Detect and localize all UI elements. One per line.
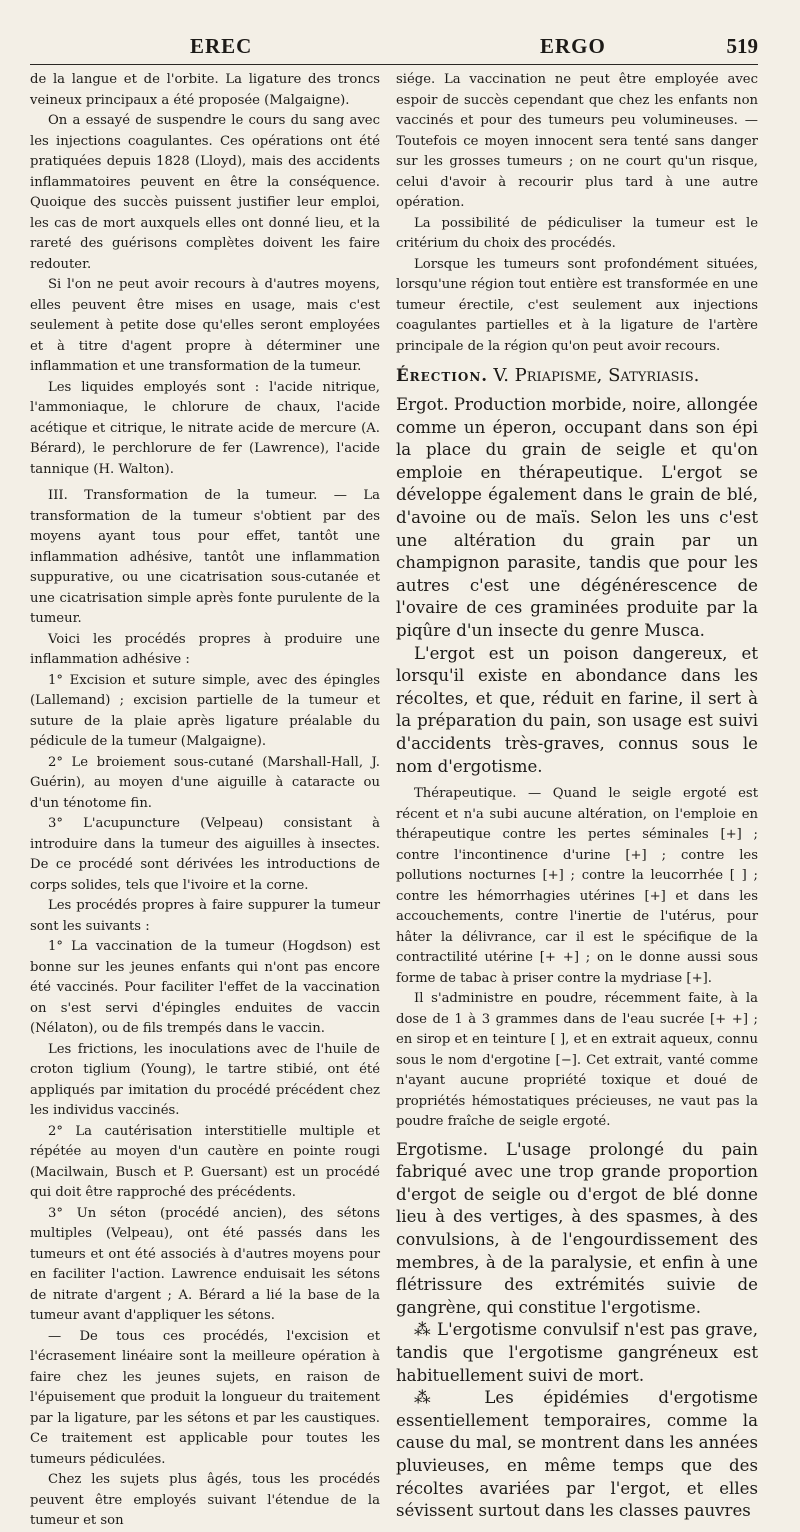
paragraph: III. Transformation de la tumeur. — La transformation de la tumeur s'obtient par des moyens ayant tous pour effet, tantôt une inflammation adhésive, tantôt une inflammation suppurative, ou une cicatrisation sous-cutanée et une cicatrisation simple après fonte purulente de la tumeur. (30, 488, 380, 626)
page-number: 519 (726, 34, 758, 58)
paragraph: La possibilité de pédiculiser la tumeur est le critérium du choix des procédés. (396, 215, 758, 251)
entry-erection (396, 363, 758, 388)
paragraph: ⁂ Les épidémies d'ergotisme essentiellement temporaires, comme la cause du mal, se montrent dans les années pluvieuses, en même temps que des récoltes avariées par l'ergot, et elles sévissent surtout dans les classes pauvres (396, 1388, 758, 1521)
right-column (396, 70, 758, 1532)
paragraph: 3° Un séton (procédé ancien), des sétons multiples (Velpeau), ont été passés dans les tumeurs et ont été associés à d'autres moyens pour en faciliter l'action. Lawrence enduisait les sétons de nitrate d'argent ; A. Bérard a lié la base de la tumeur avant d'appliquer les sétons. (30, 1205, 380, 1323)
paragraph: Voici les procédés propres à produire une inflammation adhésive : (30, 631, 380, 667)
paragraph: 1° La vaccination de la tumeur (Hogdson) est bonne sur les jeunes enfants qui n'ont pas encore été vaccinés. Pour faciliter l'effet de la vaccination on s'est servi d'épingles enduites de vaccin (Nélaton), ou de fils trempés dans le vaccin. (30, 939, 380, 1036)
therapeutique-section (396, 784, 758, 1133)
page-header (30, 34, 758, 70)
paragraph: de la langue et de l'orbite. La ligature des troncs veineux principaux a été proposée (Malgaigne). (30, 72, 380, 108)
paragraph: ⁂ L'ergotisme convulsif n'est pas grave, tandis que l'ergotisme gangréneux est habituellement suivi de mort. (396, 1320, 758, 1385)
paragraph: L'ergot est un poison dangereux, et lorsqu'il existe en abondance dans les récoltes, et que, réduit en farine, il sert à la préparation du pain, son usage est suivi d'accidents très-graves, connus sous le nom d'ergotisme. (396, 643, 758, 776)
header-rule (30, 64, 758, 65)
paragraph: Ergot. Production morbide, noire, allongée comme un éperon, occupant dans son épi la place du grain de seigle et qu'on emploie en thérapeutique. L'ergot se développe également dans le grain de blé, d'avoine ou de maïs. Selon les uns c'est une altération du grain par un champignon parasite, tandis que pour les autres c'est une dégénérescence de l'ovaire de ces graminées produite par la piqûre d'un insecte du genre Musca. (396, 395, 758, 640)
paragraph: Les liquides employés sont : l'acide nitrique, l'ammoniaque, le chlorure de chaux, l'acide acétique et citrique, le nitrate acide de mercure (A. Bérard), le perchlorure de fer (Lawrence), l'acide tannique (H. Walton). (30, 379, 380, 477)
paragraph: 2° Le broiement sous-cutané (Marshall-Hall, J. Guérin), au moyen d'une aiguille à cataracte ou d'un ténotome fin. (30, 754, 380, 811)
paragraph: 3° L'acupuncture (Velpeau) consistant à introduire dans la tumeur des aiguilles à insectes. De ce procédé sont dérivées les introductions de corps solides, tels que l'ivoire et la corne. (30, 816, 380, 893)
paragraph: Ergotisme. L'usage prolongé du pain fabriqué avec une trop grande proportion d'ergot de seigle ou d'ergot de blé donne lieu à des vertiges, à des spasmes, à des convulsions, à de l'engourdissement des membres, à de la paralysie, et enfin à une flétrissure des extrémités suivie de gangrène, qui constitue l'ergotisme. (396, 1139, 758, 1317)
paragraph: On a essayé de suspendre le cours du sang avec les injections coagulantes. Ces opérations ont été pratiquées depuis 1828 (Lloyd), mais des accidents inflammatoires peuvent en être la conséquence. Quoique des succès puissent justifier leur emploi, les cas de mort auxquels elles ont donné lieu, et la rareté des guérisons complètes doivent les faire redouter. (30, 113, 380, 272)
paragraph: Les procédés propres à faire suppurer la tumeur sont les suivants : (30, 898, 380, 934)
paragraph: Chez les sujets plus âgés, tous les procédés peuvent être employés suivant l'étendue de la tumeur et son (30, 1472, 380, 1528)
paragraph: Les frictions, les inoculations avec de l'huile de croton tiglium (Young), le tartre stibié, ont été appliqués par imitation du procédé précédent chez les individus vaccinés. (30, 1041, 380, 1118)
paragraph: siége. La vaccination ne peut être employée avec espoir de succès cependant que chez les enfants non vaccinés et pour des tumeurs peu volumineuses. — Toutefois ce moyen innocent sera tenté sans danger sur les grosses tumeurs ; on ne court qu'un risque, celui d'avoir à recourir plus tard à une autre opération. (396, 72, 758, 210)
paragraph: — De tous ces procédés, l'excision et l'écrasement linéaire sont la meilleure opération à faire chez les jeunes sujets, en raison de l'épuisement que produit la longueur du traitement par la ligature, par les sétons et par les caustiques. Ce traitement est applicable pour toutes les tumeurs pédiculées. (30, 1328, 380, 1467)
right-intro (396, 70, 758, 357)
entry-ergot (396, 394, 758, 778)
two-column-body (30, 70, 758, 1532)
header-right-word: ERGO (540, 34, 606, 58)
cross-reference: V. Priapisme, Satyriasis. (493, 365, 700, 386)
paragraph: Il s'administre en poudre, récemment faite, à la dose de 1 à 3 grammes dans de l'eau sucrée [+ +] ; en sirop et en teinture [ ], et en extrait aqueux, connu sous le nom d'ergotine [−]. Cet extrait, vanté comme n'ayant aucune propriété toxique et doué de propriétés hémostatiques précieuses, ne vaut pas la poudre fraîche de seigle ergoté. (396, 991, 758, 1130)
left-column (30, 70, 380, 1532)
paragraph: Lorsque les tumeurs sont profondément situées, lorsqu'une région tout entière est transformée en une tumeur érectile, c'est seulement aux injections coagulantes partielles et à la ligature de l'artère principale de la région qu'on peut avoir recours. (396, 256, 758, 354)
entry-ergotisme (396, 1139, 758, 1523)
paragraph: Si l'on ne peut avoir recours à d'autres moyens, elles peuvent être mises en usage, mais c'est seulement à petite dose qu'elles seront employées et à titre d'agent propre à déterminer une inflammation et une transformation de la tumeur. (30, 277, 380, 374)
paragraph: 2° La cautérisation interstitielle multiple et répétée au moyen d'un cautère en pointe rougi (Macilwain, Busch et P. Guersant) est un procédé qui doit être rapproché des précédents. (30, 1123, 380, 1200)
header-left-word: EREC (190, 34, 253, 58)
paragraph: 1° Excision et suture simple, avec des épingles (Lallemand) ; excision partielle de la tumeur et suture de la plaie après ligature préalable du pédicule de la tumeur (Malgaigne). (30, 672, 380, 749)
paragraph: Thérapeutique. — Quand le seigle ergoté est récent et n'a subi aucune altération, on l'emploie en thérapeutique contre les pertes séminales [+] ; contre l'incontinence d'urine [+] ; contre les pollutions nocturnes [+] ; contre la leucorrhée [ ] ; contre les hémorrhagies utérines [+] et dans les accouchements, contre l'inertie de l'utérus, pour hâter la délivrance, car il est le spécifique de la contractilité utérine [+ +] ; on le donne aussi sous forme de tabac à priser contre la mydriase [+]. (396, 786, 758, 986)
headword-erection: Érection. (396, 365, 489, 385)
